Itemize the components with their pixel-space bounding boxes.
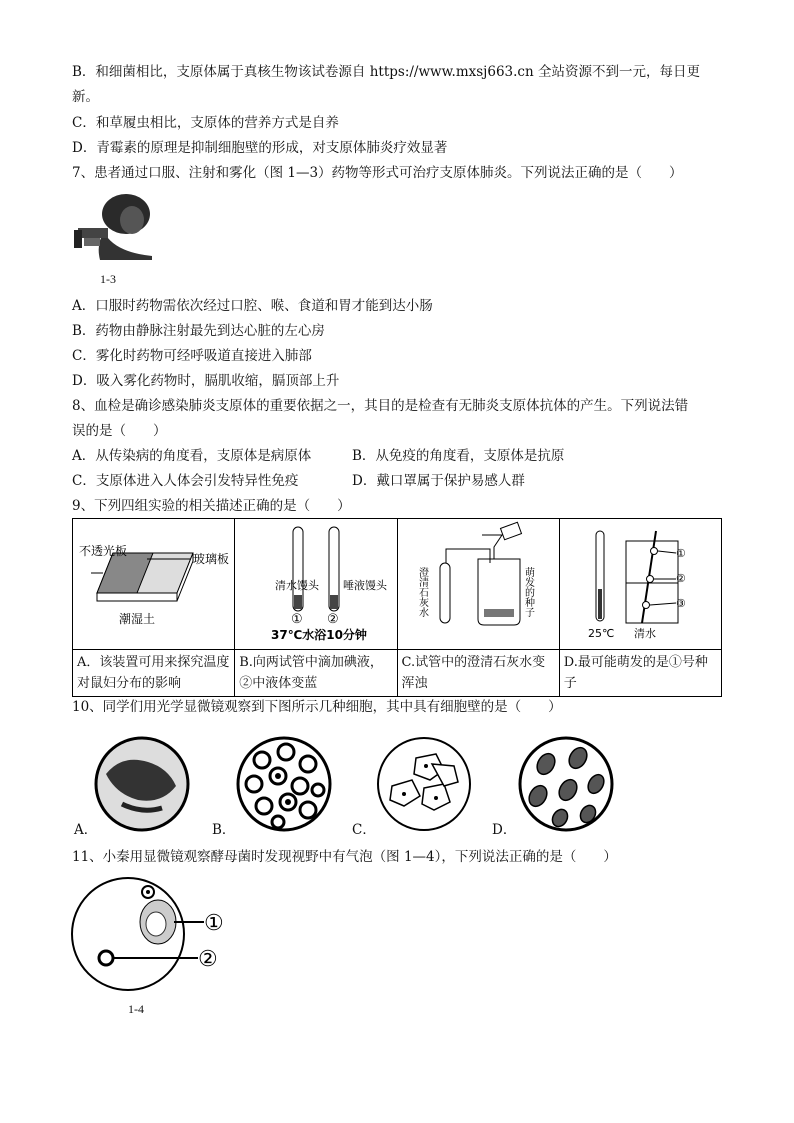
q8-option-b: B．从免疫的角度看，支原体是抗原: [352, 448, 565, 464]
q11-stem: 11、小秦用显微镜观察酵母菌时发现视野中有气泡（图 1—4），下列说法正确的是（ ）: [72, 849, 617, 865]
test-tubes-figure: [235, 519, 395, 642]
q10-label-b: B．: [212, 822, 236, 838]
fig-b-num1: ①: [291, 612, 303, 627]
q8-stem-line1: 8、血检是确诊感染肺炎支原体的重要依据之一，其目的是检查有无肺炎支原体抗体的产生。下列说法错: [72, 398, 689, 414]
fig-c-label-left: 澄清石灰水: [416, 567, 427, 617]
q6-option-b-line1: B．和细菌相比，支原体属于真核生物该试卷源自 https://www.mxsj663.cn 全站资源不到一元，每日更: [72, 64, 700, 80]
fig-a-label-bottom: 潮湿土: [119, 612, 156, 626]
q7-option-c: C．雾化时药物可经呼吸道直接进入肺部: [72, 348, 312, 364]
fig-d-temp: 25℃: [587, 627, 615, 640]
q10-stem: 10、同学们用光学显微镜观察到下图所示几种细胞，其中具有细胞壁的是（ ）: [72, 699, 562, 715]
q10-label-d: D．: [492, 822, 517, 838]
q9-option-a: A．该装置可用来探究温度对鼠妇分布的影响: [73, 650, 235, 697]
cell-image-a: [92, 734, 192, 834]
q6-option-d: D．青霉素的原理是抑制细胞壁的形成，对支原体肺炎疗效显著: [72, 140, 448, 156]
bubble-label-2: ②: [198, 947, 218, 972]
figure-1-3-caption: 1-3: [100, 272, 116, 286]
q10-label-a: A．: [74, 822, 98, 838]
q8-stem-line2: 误的是（ ）: [72, 423, 167, 439]
cell-image-c: [374, 734, 474, 834]
q9-figure-c-cell: [397, 519, 559, 650]
fig-d-n3: ③: [675, 597, 686, 610]
q7-option-b: B．药物由静脉注射最先到达心脏的左心房: [72, 323, 325, 339]
q7-option-a: A．口服时药物需依次经过口腔、喉、食道和胃才能到达小肠: [72, 298, 433, 314]
fig-c-label-right: 萌发的种子: [522, 567, 533, 617]
q9-figure-a-cell: [73, 519, 235, 650]
fig-a-label-left: 不透光板: [79, 544, 128, 558]
seed-germination-figure: [560, 519, 720, 642]
yeast-label-1: ①: [204, 911, 224, 936]
fig-b-caption: 37℃水浴10分钟: [271, 628, 368, 642]
q9-figure-b-cell: [235, 519, 397, 650]
q9-figure-d-cell: [559, 519, 721, 650]
cell-image-b: [234, 734, 334, 834]
q8-option-a: A．从传染病的角度看，支原体是病原体: [72, 448, 312, 464]
q6-option-b-line2: 新。: [72, 89, 99, 105]
q8-option-c: C．支原体进入人体会引发特异性免疫: [72, 473, 299, 489]
nebulizer-patient-figure: [74, 192, 154, 260]
q8-option-d: D．戴口罩属于保护易感人群: [352, 473, 525, 489]
q9-stem: 9、下列四组实验的相关描述正确的是（ ）: [72, 498, 351, 514]
q9-option-b: B.向两试管中滴加碘液，②中液体变蓝: [235, 650, 397, 697]
cell-image-d: [516, 734, 616, 834]
q6-option-c: C．和草履虫相比，支原体的营养方式是自养: [72, 115, 339, 131]
figure-1-4-caption: 1-4: [128, 1002, 144, 1016]
fig-b-label-left: 清水馒头: [275, 579, 320, 592]
q7-option-d: D．吸入雾化药物时，膈肌收缩，膈顶部上升: [72, 373, 340, 389]
q9-experiment-table: [72, 518, 722, 697]
q9-option-d: D.最可能萌发的是①号种子: [559, 650, 721, 697]
q7-stem: 7、患者通过口服、注射和雾化（图 1—3）药物等形式可治疗支原体肺炎。下列说法正确的是（ ）: [72, 165, 683, 181]
fig-a-label-right: 玻璃板: [193, 552, 230, 566]
seed-respiration-figure: [398, 519, 558, 642]
fig-b-num2: ②: [327, 612, 339, 627]
fig-d-water: 清水: [633, 627, 656, 640]
fig-b-label-right: 唾液馒头: [343, 579, 388, 592]
fig-d-n2: ②: [675, 572, 686, 585]
q9-option-c: C.试管中的澄清石灰水变浑浊: [397, 650, 559, 697]
woodlouse-box-figure: [73, 519, 233, 642]
yeast-microscope-view: [70, 876, 240, 994]
fig-d-n1: ①: [675, 547, 686, 560]
q10-label-c: C．: [352, 822, 376, 838]
